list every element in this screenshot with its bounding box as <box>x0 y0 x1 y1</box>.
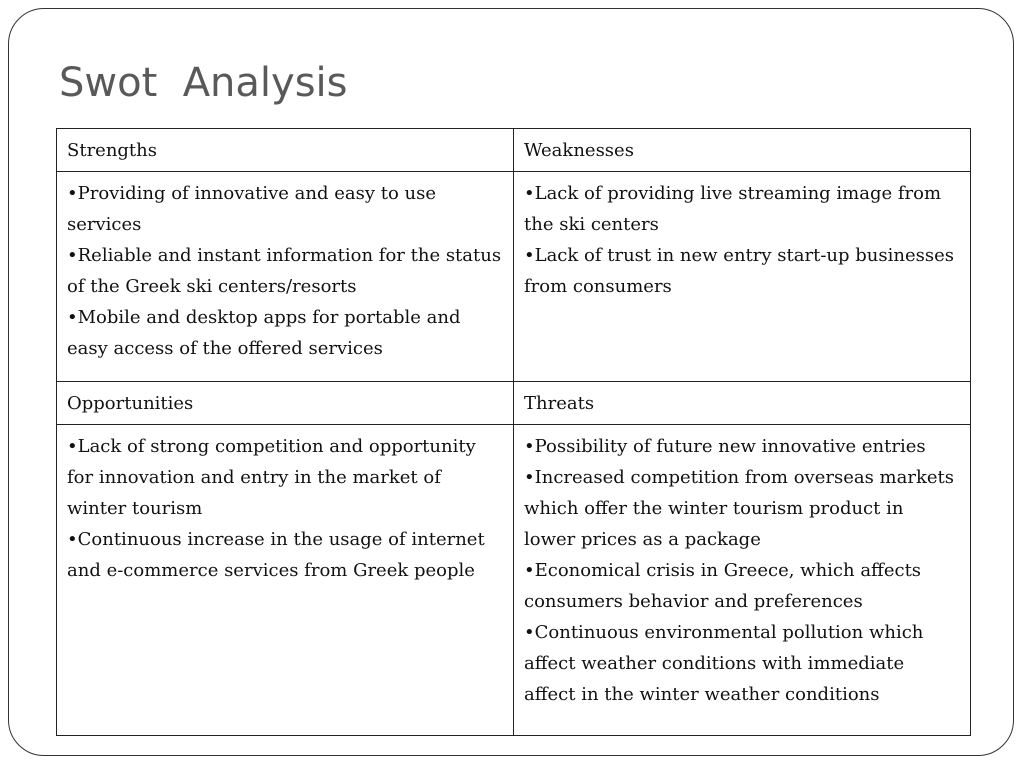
opportunities-item: • Continuous increase in the usage of internet and e-commerce services from Greek people <box>67 524 503 586</box>
threats-heading: Threats <box>514 382 971 425</box>
swot-body-row-bottom <box>57 425 971 736</box>
threats-cell <box>514 425 971 736</box>
swot-body-row-top <box>57 172 971 382</box>
strengths-heading: Strengths <box>57 129 514 172</box>
strengths-cell <box>57 172 514 382</box>
swot-header-row-top <box>57 129 971 172</box>
opportunities-cell <box>57 425 514 736</box>
threats-item: • Increased competition from overseas markets which offer the winter tourism product in lower prices as a package <box>524 462 960 555</box>
slide-frame <box>8 8 1014 756</box>
weaknesses-item: • Lack of providing live streaming image from the ski centers <box>524 178 960 240</box>
threats-item: • Possibility of future new innovative entries <box>524 431 960 462</box>
strengths-item: • Mobile and desktop apps for portable and easy access of the offered services <box>67 302 503 364</box>
swot-header-row-bottom <box>57 382 971 425</box>
threats-item: • Economical crisis in Greece, which affects consumers behavior and preferences <box>524 555 960 617</box>
swot-table <box>56 128 971 736</box>
strengths-item: • Reliable and instant information for the status of the Greek ski centers/resorts <box>67 240 503 302</box>
opportunities-heading: Opportunities <box>57 382 514 425</box>
opportunities-item: • Lack of strong competition and opportunity for innovation and entry in the market of winter tourism <box>67 431 503 524</box>
threats-item: • Continuous environmental pollution which affect weather conditions with immediate affect in the winter weather conditions <box>524 617 960 710</box>
weaknesses-item: • Lack of trust in new entry start-up businesses from consumers <box>524 240 960 302</box>
strengths-item: • Providing of innovative and easy to use services <box>67 178 503 240</box>
slide-title: Swot Analysis <box>59 60 348 106</box>
weaknesses-heading: Weaknesses <box>514 129 971 172</box>
weaknesses-cell <box>514 172 971 382</box>
